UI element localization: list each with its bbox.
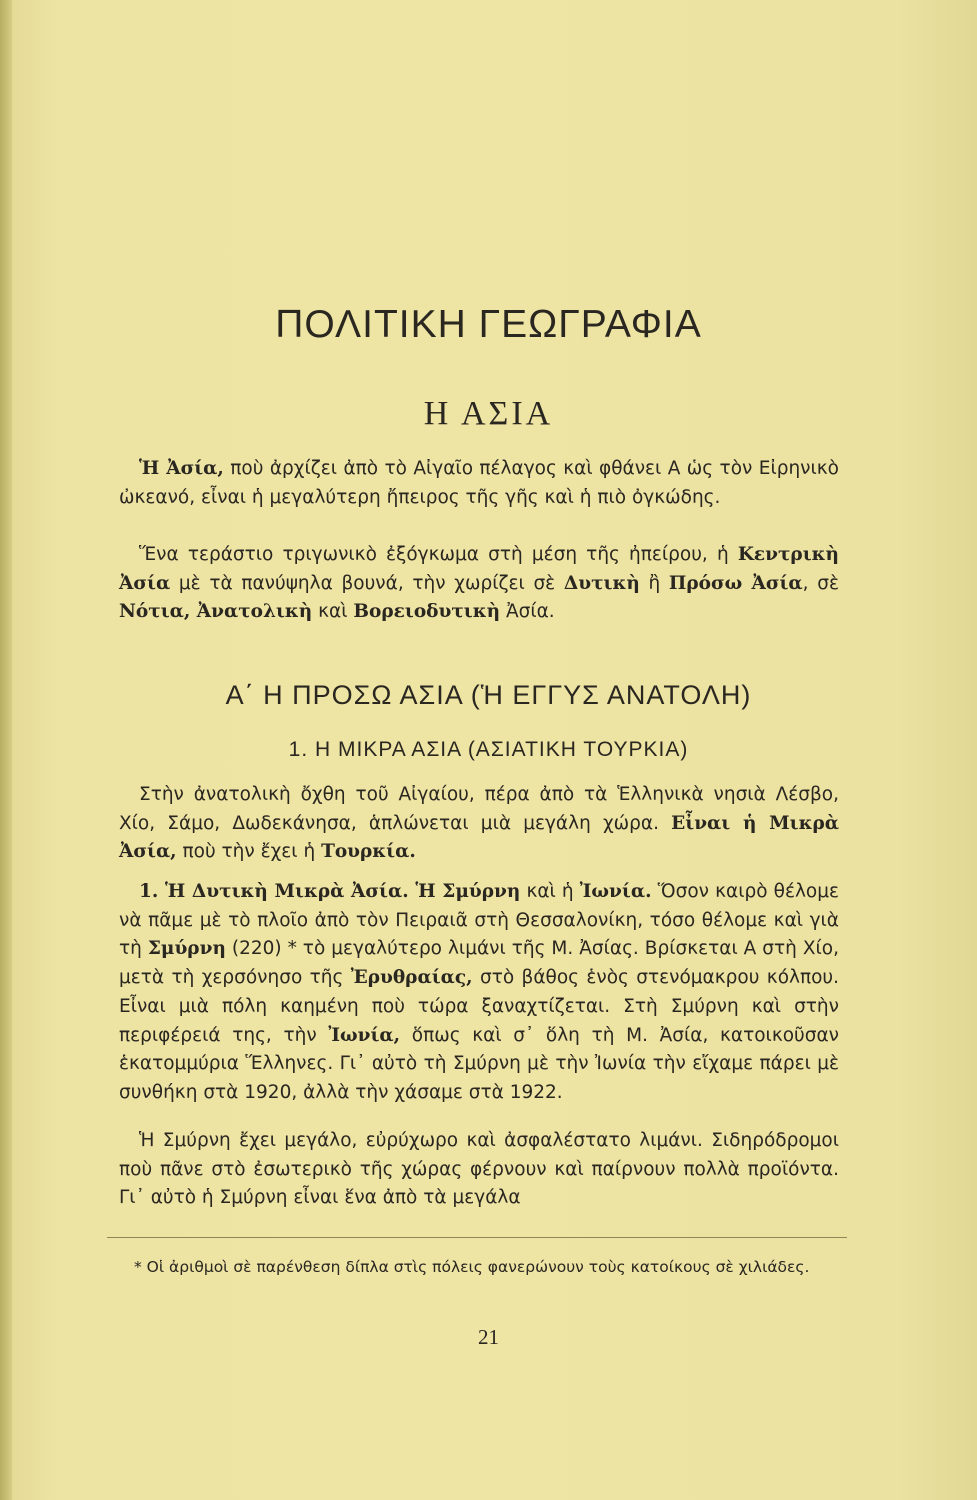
text-run: καὶ ἡ [520, 881, 580, 902]
bold-term: Πρόσω Ἀσία [668, 572, 803, 594]
body-paragraph-3: Ἡ Σμύρνη ἔχει μεγάλο, εὐρύχωρο καὶ ἀσφαλέστατο λιμάνι. Σιδηρόδρομοι ποὺ πᾶνε στὸ ἐσωτερικὸ τῆς χώρας φέρνουν καὶ παίρνουν πολλὰ προϊόντα. Γι᾽ αὐτὸ ἡ Σμύρνη εἶναι ἕνα ἀπὸ τὰ μεγάλα [119, 1130, 839, 1209]
bold-term: Ἰωνία, [328, 1024, 401, 1046]
subsection-heading: 1. Η ΜΙΚΡΑ ΑΣΙΑ (ΑΣΙΑΤΙΚΗ ΤΟΥΡΚΙΑ) [288, 738, 689, 761]
bold-term: Κεντρικὴ Ἀσία [119, 544, 839, 594]
text-run: ἢ [639, 572, 669, 594]
text-run: καὶ [312, 601, 354, 623]
footnote-divider [107, 1237, 847, 1238]
text-run: ποὺ τὴν ἔχει ἡ [176, 841, 322, 863]
bold-term: Βορειοδυτικὴ [353, 601, 501, 623]
intro-paragraph-1 [119, 455, 839, 512]
paragraph-text: ποὺ ἀρχίζει ἀπὸ τὸ Αἰγαῖο πέλαγος καὶ φθάνει Α ὡς τὸν Εἰρηνικὸ ὠκεανό, εἶναι ἡ μεγαλύτερη ἤπειρος τῆς γῆς καὶ ἡ πιὸ ὀγκώδης. [119, 458, 839, 508]
text-run: στὸ βάθος ἑνὸς στενόμακρου κόλπου. Εἶναι μιὰ πόλη καημένη ποὺ τώρα ξαναχτίζεται. Στὴ Σμύρνη καὶ στὴν περιφέρειά της, τὴν [119, 967, 839, 1046]
page-number: 21 [478, 1325, 499, 1349]
text-run: Ἀσία. [500, 601, 555, 623]
text-run: Ἕνα τεράστιο τριγωνικὸ ἐξόγκωμα στὴ μέση τῆς ἠπείρου, ἡ [139, 544, 738, 565]
text-run: Ὅσον καιρὸ θέλομε νὰ πᾶμε μὲ τὸ πλοῖο ἀπὸ τὸν Πειραιᾶ στὴ Θεσσαλονίκη, τόσο θέλομε καὶ γιὰ τὴ [119, 881, 839, 960]
text-run: Στὴν ἀνατολικὴ ὄχθη τοῦ Αἰγαίου, πέρα ἀπὸ τὰ Ἑλληνικὰ νησιὰ Λέσβο, Χίο, Σάμο, Δωδεκάνησα, ἁπλώνεται μιὰ μεγάλη χώρα. [119, 784, 839, 834]
text-run: , σὲ [802, 572, 839, 594]
bold-term: Τουρκία. [321, 841, 416, 863]
section-heading: Α΄ Η ΠΡΟΣΩ ΑΣΙΑ (Ἡ ΕΓΓΥΣ ΑΝΑΤΟΛΗ) [225, 680, 752, 710]
bold-term: Νότια, Ἀνατολικὴ [119, 601, 313, 623]
text-run: (220) * τὸ μεγαλύτερο λιμάνι τῆς Μ. Ἀσίας. Βρίσκεται Α στὴ Χίο, μετὰ τὴ χερσόνησο τῆς [119, 938, 839, 989]
body-paragraph-2 [119, 878, 839, 1108]
bold-term: Εἶναι ἡ Μικρὰ Ἀσία, [119, 812, 839, 863]
bold-term: Ἐρυθραίας, [350, 967, 473, 989]
bold-term: 1. Ἡ Δυτικὴ Μικρὰ Ἀσία. Ἡ Σμύρνη [139, 881, 521, 902]
bold-term: Δυτικὴ [563, 572, 640, 594]
text-run: ὅπως καὶ σ᾽ ὅλη τὴ Μ. Ἀσία, κατοικοῦσαν ἑκατομμύρια Ἕλληνες. Γι᾽ αὐτὸ τὴ Σμύρνη μὲ τὴν Ἰωνία τὴν εἴχαμε πάρει μὲ συνθήκη στὰ 1920, ἀλλὰ τὴν χάσαμε στὰ 1922. [119, 1024, 839, 1103]
intro-paragraph-2 [119, 541, 839, 627]
footnote: * Οἱ ἀριθμοὶ σὲ παρένθεση δίπλα στὶς πόλεις φανερώνουν τοὺς κατοίκους σὲ χιλιάδες. [134, 1258, 810, 1276]
bold-term: Σμύρνη [147, 938, 226, 960]
bold-term: Ἰωνία. [579, 881, 652, 902]
bold-term: Ἡ Ἀσία, [139, 458, 224, 479]
chapter-title: Η ΑΣΙΑ [423, 395, 554, 432]
body-paragraph-1 [119, 781, 839, 867]
page-title: ΠΟΛΙΤΙΚΗ ΓΕΩΓΡΑΦΙΑ [275, 303, 702, 346]
text-run: μὲ τὰ πανύψηλα βουνά, τὴν χωρίζει σὲ [170, 572, 564, 594]
